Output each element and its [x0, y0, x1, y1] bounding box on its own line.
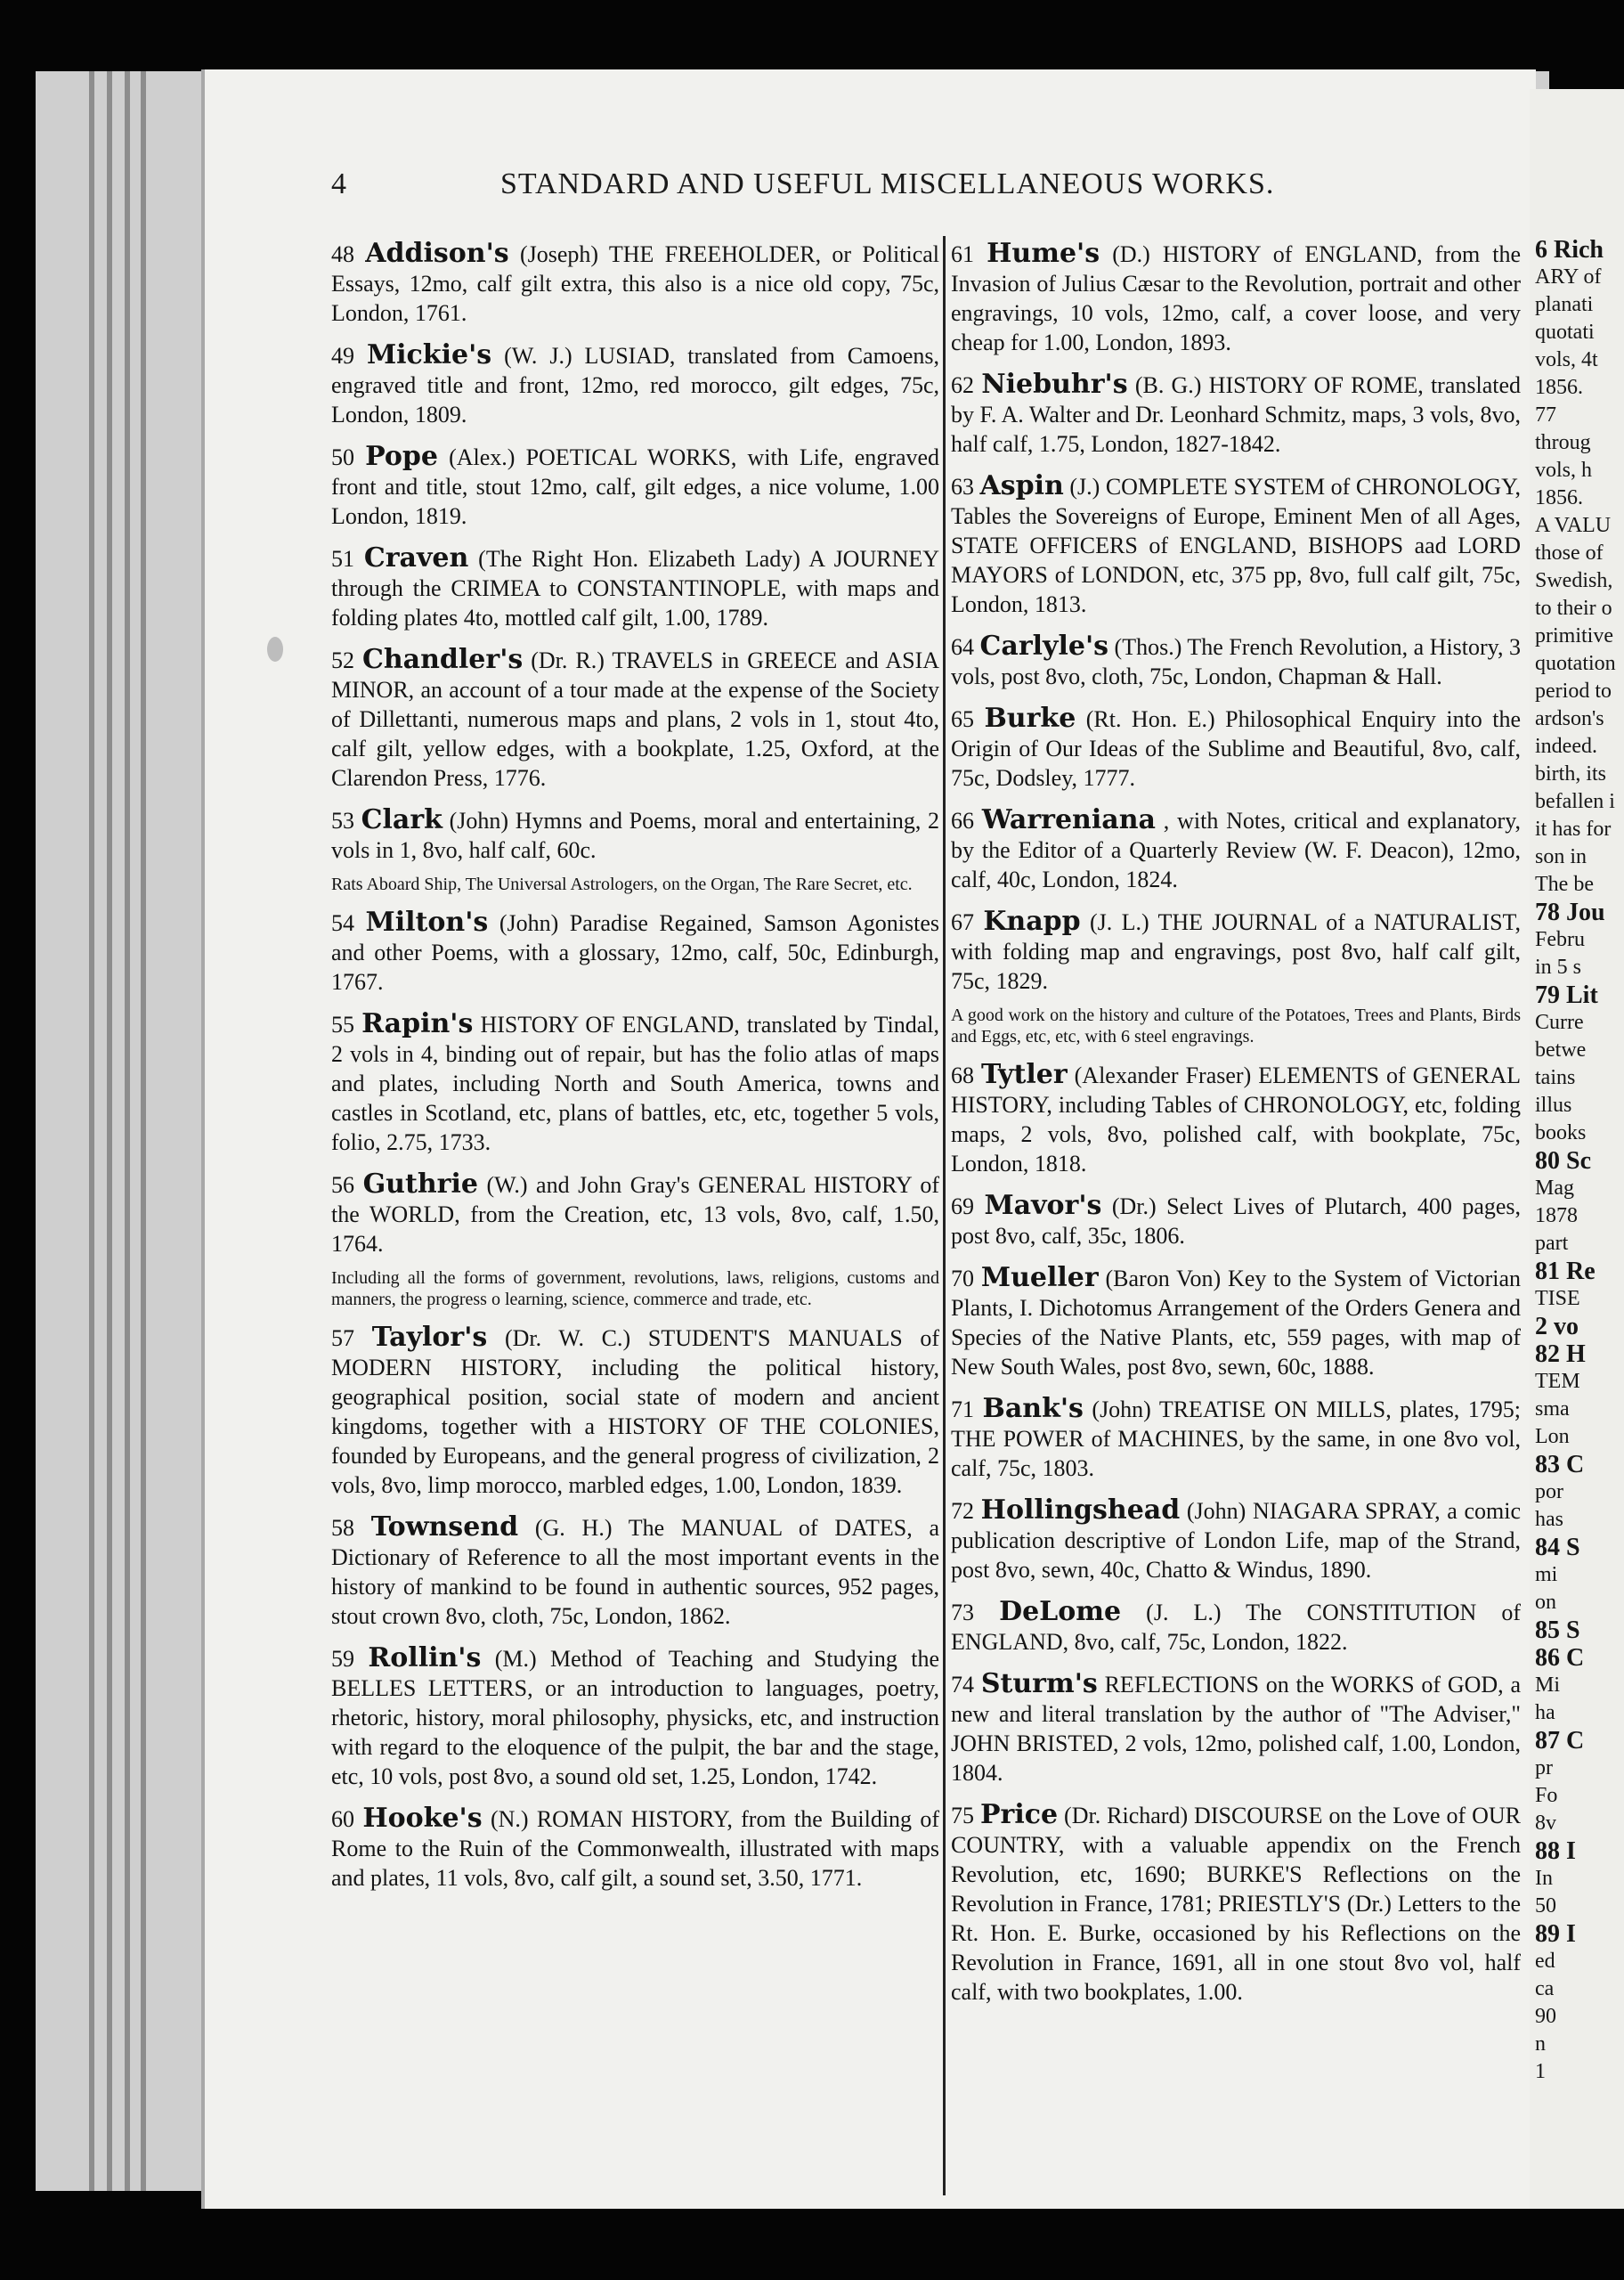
catalog-entry	[951, 1394, 1521, 1483]
catalog-entry	[951, 1669, 1521, 1787]
entry-author: Craven	[363, 542, 469, 574]
fragment-line: those of	[1535, 542, 1604, 565]
entry-number: 68	[951, 1063, 974, 1088]
entry-number: 70	[951, 1266, 974, 1291]
fragment-line: 1856.	[1535, 486, 1583, 509]
page-title: STANDARD AND USEFUL MISCELLANEOUS WORKS.	[500, 167, 1275, 200]
entry-description: (John) TREATISE ON MILLS, plates, 1795; THE POWER of MACHINES, by the same, in one 8vo vol, calf, 75c, 1803.	[951, 1396, 1521, 1481]
entry-number: 69	[951, 1193, 974, 1219]
fragment-line: throug	[1535, 431, 1591, 454]
catalog-entry	[951, 1191, 1521, 1250]
fragment-line: Mi	[1535, 1673, 1561, 1697]
entry-description: (Alexander Fraser) ELEMENTS of GENERAL HISTORY, including Tables of CHRONOLOGY, etc, folding maps, 2 vols, 8vo, polished calf, with bookplate, 75c, London, 1818.	[951, 1063, 1521, 1177]
fragment-line: ARY of	[1535, 265, 1602, 289]
entry-description: (Dr. Richard) DISCOURSE on the Love of OUR COUNTRY, with a valuable appendix on the French Revolution, etc, 1690; BURKE'S Reflections on the Revolution in France, 1781; PRIESTLY'S (Dr.) Letters to the Rt. Hon. E. Burke, occasioned by his Reflections on the Revolution in France, 1691, all in one stout 8vo vol, half calf, with two bookplates, 1.00.	[951, 1803, 1521, 2005]
entry-description: (W.) and John Gray's GENERAL HISTORY of the WORLD, from the Creation, etc, 13 vols, 8vo, calf, 1.50, 1764.	[331, 1172, 940, 1257]
entry-author: Rollin's	[368, 1642, 482, 1673]
entry-description: (Dr.) Select Lives of Plutarch, 400 pages, post 8vo, calf, 35c, 1806.	[951, 1193, 1521, 1249]
entry-description: (Dr. W. C.) STUDENT'S MANUALS of MODERN HISTORY, including the political history, geographical position, social state of modern and ancient kingdoms, together with a HISTORY OF THE COLONIES, founded by Europeans, and the general progress of civilization, 2 vols, 8vo, limp morocco, marbled edges, 1.00, London, 1839.	[331, 1325, 940, 1498]
fragment-line: son in	[1535, 845, 1587, 868]
fragment-line: has	[1535, 1508, 1563, 1531]
catalog-entry	[951, 631, 1521, 691]
entry-author: Addison's	[365, 238, 509, 269]
entry-author: Townsend	[370, 1511, 519, 1543]
catalog-entry	[331, 239, 939, 328]
entry-number: 56	[331, 1172, 354, 1198]
fragment-line: pr	[1535, 1756, 1553, 1779]
entry-author: Rapin's	[361, 1008, 474, 1039]
next-page-fragment	[1530, 89, 1624, 2209]
entry-author: Mavor's	[984, 1190, 1102, 1221]
right-column	[951, 239, 1521, 2019]
fragment-line: 1	[1535, 2060, 1546, 2083]
fragment-line: A VALU	[1535, 514, 1612, 537]
entry-number: 74	[951, 1672, 974, 1698]
left-column	[331, 239, 939, 1905]
catalog-entry	[951, 1800, 1521, 2007]
entry-number: 73	[951, 1600, 974, 1625]
page-edge	[107, 71, 112, 2191]
entry-author: Niebuhr's	[981, 369, 1128, 400]
entry-number: 72	[951, 1498, 974, 1524]
catalog-entry	[331, 805, 939, 865]
fragment-line: vols, h	[1535, 459, 1593, 482]
catalog-entry	[951, 370, 1521, 459]
entry-author: Warreniana	[981, 804, 1156, 835]
fragment-line: 89 I	[1535, 1920, 1576, 1948]
entry-note: Including all the forms of government, revolutions, laws, religions, customs and manners, the progress o learning, science, commerce and trade, etc.	[331, 1268, 939, 1309]
fragment-line: tains	[1535, 1066, 1576, 1089]
fragment-line: birth, its	[1535, 762, 1607, 786]
entry-description: HISTORY OF ENGLAND, translated by Tindal, 2 vols in 4, binding out of repair, but has the folio atlas of maps and plates, including North and South America, towns and castles in Scotland, etc, plans of battles, etc, etc, together 5 vols, folio, 2.75, 1733.	[331, 1012, 939, 1155]
fragment-line: on	[1535, 1591, 1556, 1614]
catalog-entry	[331, 543, 939, 632]
entry-number: 62	[951, 372, 974, 398]
fragment-line: por	[1535, 1480, 1563, 1503]
entry-number: 50	[331, 444, 354, 470]
fragment-line: 80 Sc	[1535, 1147, 1591, 1175]
entry-number: 61	[951, 241, 974, 267]
fragment-line: primitive	[1535, 624, 1613, 647]
catalog-entry	[331, 340, 939, 429]
entry-number: 49	[331, 343, 354, 369]
catalog-entry	[951, 1597, 1521, 1657]
fragment-line: ardson's	[1535, 707, 1604, 730]
fragment-line: mi	[1535, 1563, 1558, 1586]
fragment-line: ed	[1535, 1950, 1555, 1973]
catalog-entry	[951, 805, 1521, 894]
catalog-entry	[331, 645, 939, 793]
entry-description: (M.) Method of Teaching and Studying the BELLES LETTERS, or an introduction to languages, poetry, rhetoric, history, moral philosophy, physicks, etc, and instruction with regard to the eloquence of the pulpit, the bar and the stage, etc, 10 vols, post 8vo, a sound old set, 1.25, London, 1742.	[331, 1646, 939, 1789]
fragment-line: it has for	[1535, 818, 1612, 841]
catalog-entry	[951, 1060, 1521, 1178]
entry-description: (W. J.) LUSIAD, translated from Camoens, engraved title and front, 12mo, red morocco, gilt edges, 75c, London, 1809.	[331, 343, 940, 428]
fragment-line: 87 C	[1535, 1727, 1585, 1755]
catalog-entry	[331, 1323, 939, 1500]
fragment-line: period to	[1535, 680, 1612, 703]
entry-number: 63	[951, 474, 974, 500]
fragment-line: befallen i	[1535, 790, 1615, 813]
entry-number: 71	[951, 1396, 974, 1422]
entry-number: 52	[331, 647, 354, 673]
entry-number: 48	[331, 241, 354, 267]
entry-author: Hume's	[987, 239, 1100, 269]
fragment-line: 1878	[1535, 1204, 1578, 1227]
entry-description: (N.) ROMAN HISTORY, from the Building of Rome to the Ruin of the Commonwealth, illustrated with maps and plates, 11 vols, 8vo, calf gilt, a sound set, 3.50, 1771.	[331, 1806, 940, 1891]
entry-author: Taylor's	[371, 1322, 488, 1353]
catalog-entry	[951, 704, 1521, 793]
entry-author: Mickie's	[366, 339, 492, 370]
entry-description: , with Notes, critical and explanatory, by the Editor of a Quarterly Review (W. F. Deacon), 12mo, calf, 40c, London, 1824.	[951, 808, 1521, 892]
entry-number: 55	[331, 1012, 354, 1038]
entry-number: 64	[951, 634, 974, 660]
entry-author: Mueller	[980, 1262, 1099, 1293]
entry-description: (John) NIAGARA SPRAY, a comic publication descriptive of London Life, map of the Strand, post 8vo, sewn, 40c, Chatto & Windus, 1890.	[951, 1498, 1521, 1583]
catalog-entry	[331, 1512, 939, 1631]
page-number: 4	[331, 167, 347, 200]
fragment-line: in 5 s	[1535, 956, 1582, 979]
fragment-line: 82 H	[1535, 1340, 1586, 1368]
entry-description: (B. G.) HISTORY OF ROME, translated by F. A. Walter and Dr. Leonhard Schmitz, maps, 3 vols, 8vo, half calf, 1.75, London, 1827-1842.	[951, 372, 1521, 457]
entry-note: Rats Aboard Ship, The Universal Astrologers, on the Organ, The Rare Secret, etc.	[331, 875, 913, 894]
entry-description: (Thos.) The French Revolution, a History, 3 vols, post 8vo, cloth, 75c, London, Chapman & Hall.	[951, 634, 1521, 689]
entry-description: (G. H.) The MANUAL of DATES, a Dictionary of Reference to all the most important events in the history of mankind to be found in authentic sources, 952 pages, stout crown 8vo, cloth, 75c, London, 1862.	[331, 1515, 940, 1629]
entry-author: Guthrie	[362, 1168, 478, 1200]
entry-author: Carlyle's	[979, 631, 1109, 662]
fragment-line: 78 Jou	[1535, 899, 1605, 926]
fragment-line: 90	[1535, 2005, 1556, 2028]
catalog-entry	[951, 907, 1521, 996]
fragment-line: Lon	[1535, 1425, 1570, 1448]
entry-author: Hooke's	[362, 1803, 483, 1834]
fragment-line: 2 vo	[1535, 1313, 1579, 1340]
fragment-line: to their o	[1535, 597, 1612, 620]
fragment-line: indeed.	[1535, 735, 1597, 758]
entry-author: DeLome	[999, 1596, 1122, 1627]
entry-number: 54	[331, 910, 354, 936]
catalog-entry	[951, 1263, 1521, 1381]
entry-number: 59	[331, 1646, 354, 1672]
fragment-line: 83 C	[1535, 1451, 1585, 1478]
fragment-line: ca	[1535, 1977, 1555, 2000]
next-page-text	[1530, 89, 1624, 2086]
fragment-line: 77	[1535, 403, 1556, 427]
fragment-line: quotation	[1535, 652, 1616, 675]
entry-author: Sturm's	[980, 1668, 1098, 1699]
entry-author: Pope	[365, 441, 438, 472]
entry-number: 60	[331, 1806, 354, 1832]
fragment-line: Fo	[1535, 1784, 1558, 1807]
fragment-line: 88 I	[1535, 1837, 1576, 1865]
entry-author: Clark	[361, 804, 443, 835]
entry-description: REFLECTIONS on the WORKS of GOD, a new and literal translation by the author of "The Adviser," JOHN BRISTED, 2 vols, 12mo, polished calf, 1.00, London, 1804.	[951, 1672, 1521, 1786]
entry-description: (J.) COMPLETE SYSTEM of CHRONOLOGY, Tables the Sovereigns of Europe, Eminent Men of all Ages, STATE OFFICERS of ENGLAND, BISHOPS aad LORD MAYORS of LONDON, etc, 375 pp, 8vo, full calf gilt, 75c, London, 1813.	[951, 474, 1521, 617]
fragment-line: 86 C	[1535, 1644, 1585, 1672]
fragment-line: 6 Rich	[1535, 236, 1604, 264]
fragment-line: planati	[1535, 293, 1594, 316]
fragment-line: vols, 4t	[1535, 348, 1598, 371]
catalog-entry	[331, 1804, 939, 1893]
entry-description: (The Right Hon. Elizabeth Lady) A JOURNEY through the CRIMEA to CONSTANTINOPLE, with maps and folding plates 4to, mottled calf gilt, 1.00, 1789.	[331, 546, 940, 631]
catalog-entry	[951, 1495, 1521, 1584]
catalog-entry	[331, 1009, 939, 1157]
fragment-line: 85 S	[1535, 1616, 1580, 1644]
entry-description: (Alex.) POETICAL WORKS, with Life, engraved front and title, stout 12mo, calf, gilt edges, a nice volume, 1.00 London, 1819.	[331, 444, 940, 529]
entry-author: Burke	[984, 703, 1076, 734]
page-edge	[141, 71, 146, 2191]
entry-number: 51	[331, 546, 354, 572]
entry-number: 66	[951, 808, 974, 834]
fragment-line: Febru	[1535, 928, 1585, 951]
fragment-line: 84 S	[1535, 1534, 1580, 1561]
entry-author: Bank's	[982, 1393, 1084, 1424]
fragment-line: 50	[1535, 1894, 1556, 1918]
entry-description: (Rt. Hon. E.) Philosophical Enquiry into the Origin of Our Ideas of the Sublime and Beautiful, 8vo, calf, 75c, Dodsley, 1777.	[951, 706, 1521, 791]
entry-number: 57	[331, 1325, 354, 1351]
entry-description: (D.) HISTORY of ENGLAND, from the Invasion of Julius Cæsar to the Revolution, portrait and other engravings, 10 vols, 12mo, calf, a cover loose, and very cheap for 1.00, London, 1893.	[951, 241, 1521, 355]
entry-number: 67	[951, 909, 974, 935]
entry-author: Price	[979, 1799, 1059, 1830]
fragment-line: sma	[1535, 1397, 1570, 1421]
entry-description: (Baron Von) Key to the System of Victorian Plants, I. Dichotomus Arrangement of the Orders Genera and Species of the Native Plants, etc, 559 pages, with map of New South Wales, post 8vo, sewn, 60c, 1888.	[951, 1266, 1521, 1380]
catalog-entry	[951, 471, 1521, 619]
fragment-line: 79 Lit	[1535, 981, 1598, 1009]
catalog-entry	[331, 1169, 939, 1258]
fragment-line: quotati	[1535, 321, 1595, 344]
entry-author: Hollingshead	[980, 1494, 1181, 1526]
entry-number: 65	[951, 706, 974, 732]
fragment-line: illus	[1535, 1094, 1572, 1117]
fragment-line: part	[1535, 1232, 1569, 1255]
catalog-entry	[331, 442, 939, 531]
fragment-line: 81 Re	[1535, 1258, 1596, 1285]
entry-author: Aspin	[979, 470, 1064, 501]
entry-author: Milton's	[365, 907, 489, 938]
fragment-line: In	[1535, 1867, 1553, 1890]
page-edge	[89, 71, 94, 2191]
page-edge	[125, 71, 130, 2191]
fragment-line: Curre	[1535, 1011, 1584, 1034]
entry-number: 53	[331, 808, 354, 834]
entry-author: Chandler's	[361, 644, 524, 675]
fragment-line: The be	[1535, 873, 1594, 896]
entry-description: (Dr. R.) TRAVELS in GREECE and ASIA MINOR, an account of a tour made at the expense of the Society of Dillettanti, numerous maps and plans, 2 vols in 1, stout 4to, calf gilt, yellow edges, with a bookplate, 1.25, Oxford, at the Clarendon Press, 1776.	[331, 647, 940, 791]
fragment-line: books	[1535, 1121, 1587, 1144]
fragment-line: TEM	[1535, 1370, 1580, 1393]
page-blemish	[267, 637, 283, 662]
entry-description: (John) Hymns and Poems, moral and entertaining, 2 vols in 1, 8vo, half calf, 60c.	[331, 808, 939, 863]
column-rule	[943, 236, 946, 2195]
entry-author: Knapp	[983, 906, 1081, 937]
entry-description: (Joseph) THE FREEHOLDER, or Political Essays, 12mo, calf gilt extra, this also is a nice old copy, 75c, London, 1761.	[331, 241, 939, 326]
fragment-line: TISE	[1535, 1287, 1580, 1310]
catalog-entry	[951, 239, 1521, 357]
fragment-line: Swedish,	[1535, 569, 1613, 592]
entry-description: (John) Paradise Regained, Samson Agonistes and other Poems, with a glossary, 12mo, calf, 50c, Edinburgh, 1767.	[331, 910, 940, 995]
catalog-entry	[331, 1643, 939, 1791]
fragment-line: 1856.	[1535, 376, 1583, 399]
entry-author: Tytler	[981, 1059, 1068, 1090]
fragment-line: Mag	[1535, 1177, 1574, 1200]
fragment-line: 8v	[1535, 1812, 1556, 1835]
fragment-line: ha	[1535, 1701, 1555, 1724]
catalog-entry	[331, 908, 939, 997]
entry-description: (J. L.) THE JOURNAL of a NATURALIST, with folding map and engravings, post 8vo, half calf gilt, 75c, 1829.	[951, 909, 1521, 994]
fragment-line: betwe	[1535, 1038, 1587, 1062]
entry-note: A good work on the history and culture of the Potatoes, Trees and Plants, Birds and Eggs, etc, etc, with 6 steel engravings.	[951, 1006, 1521, 1046]
entry-description: (J. L.) The CONSTITUTION of ENGLAND, 8vo, calf, 75c, London, 1822.	[951, 1600, 1521, 1655]
fragment-line: n	[1535, 2032, 1546, 2056]
entry-number: 58	[331, 1515, 354, 1541]
entry-number: 75	[951, 1803, 974, 1828]
